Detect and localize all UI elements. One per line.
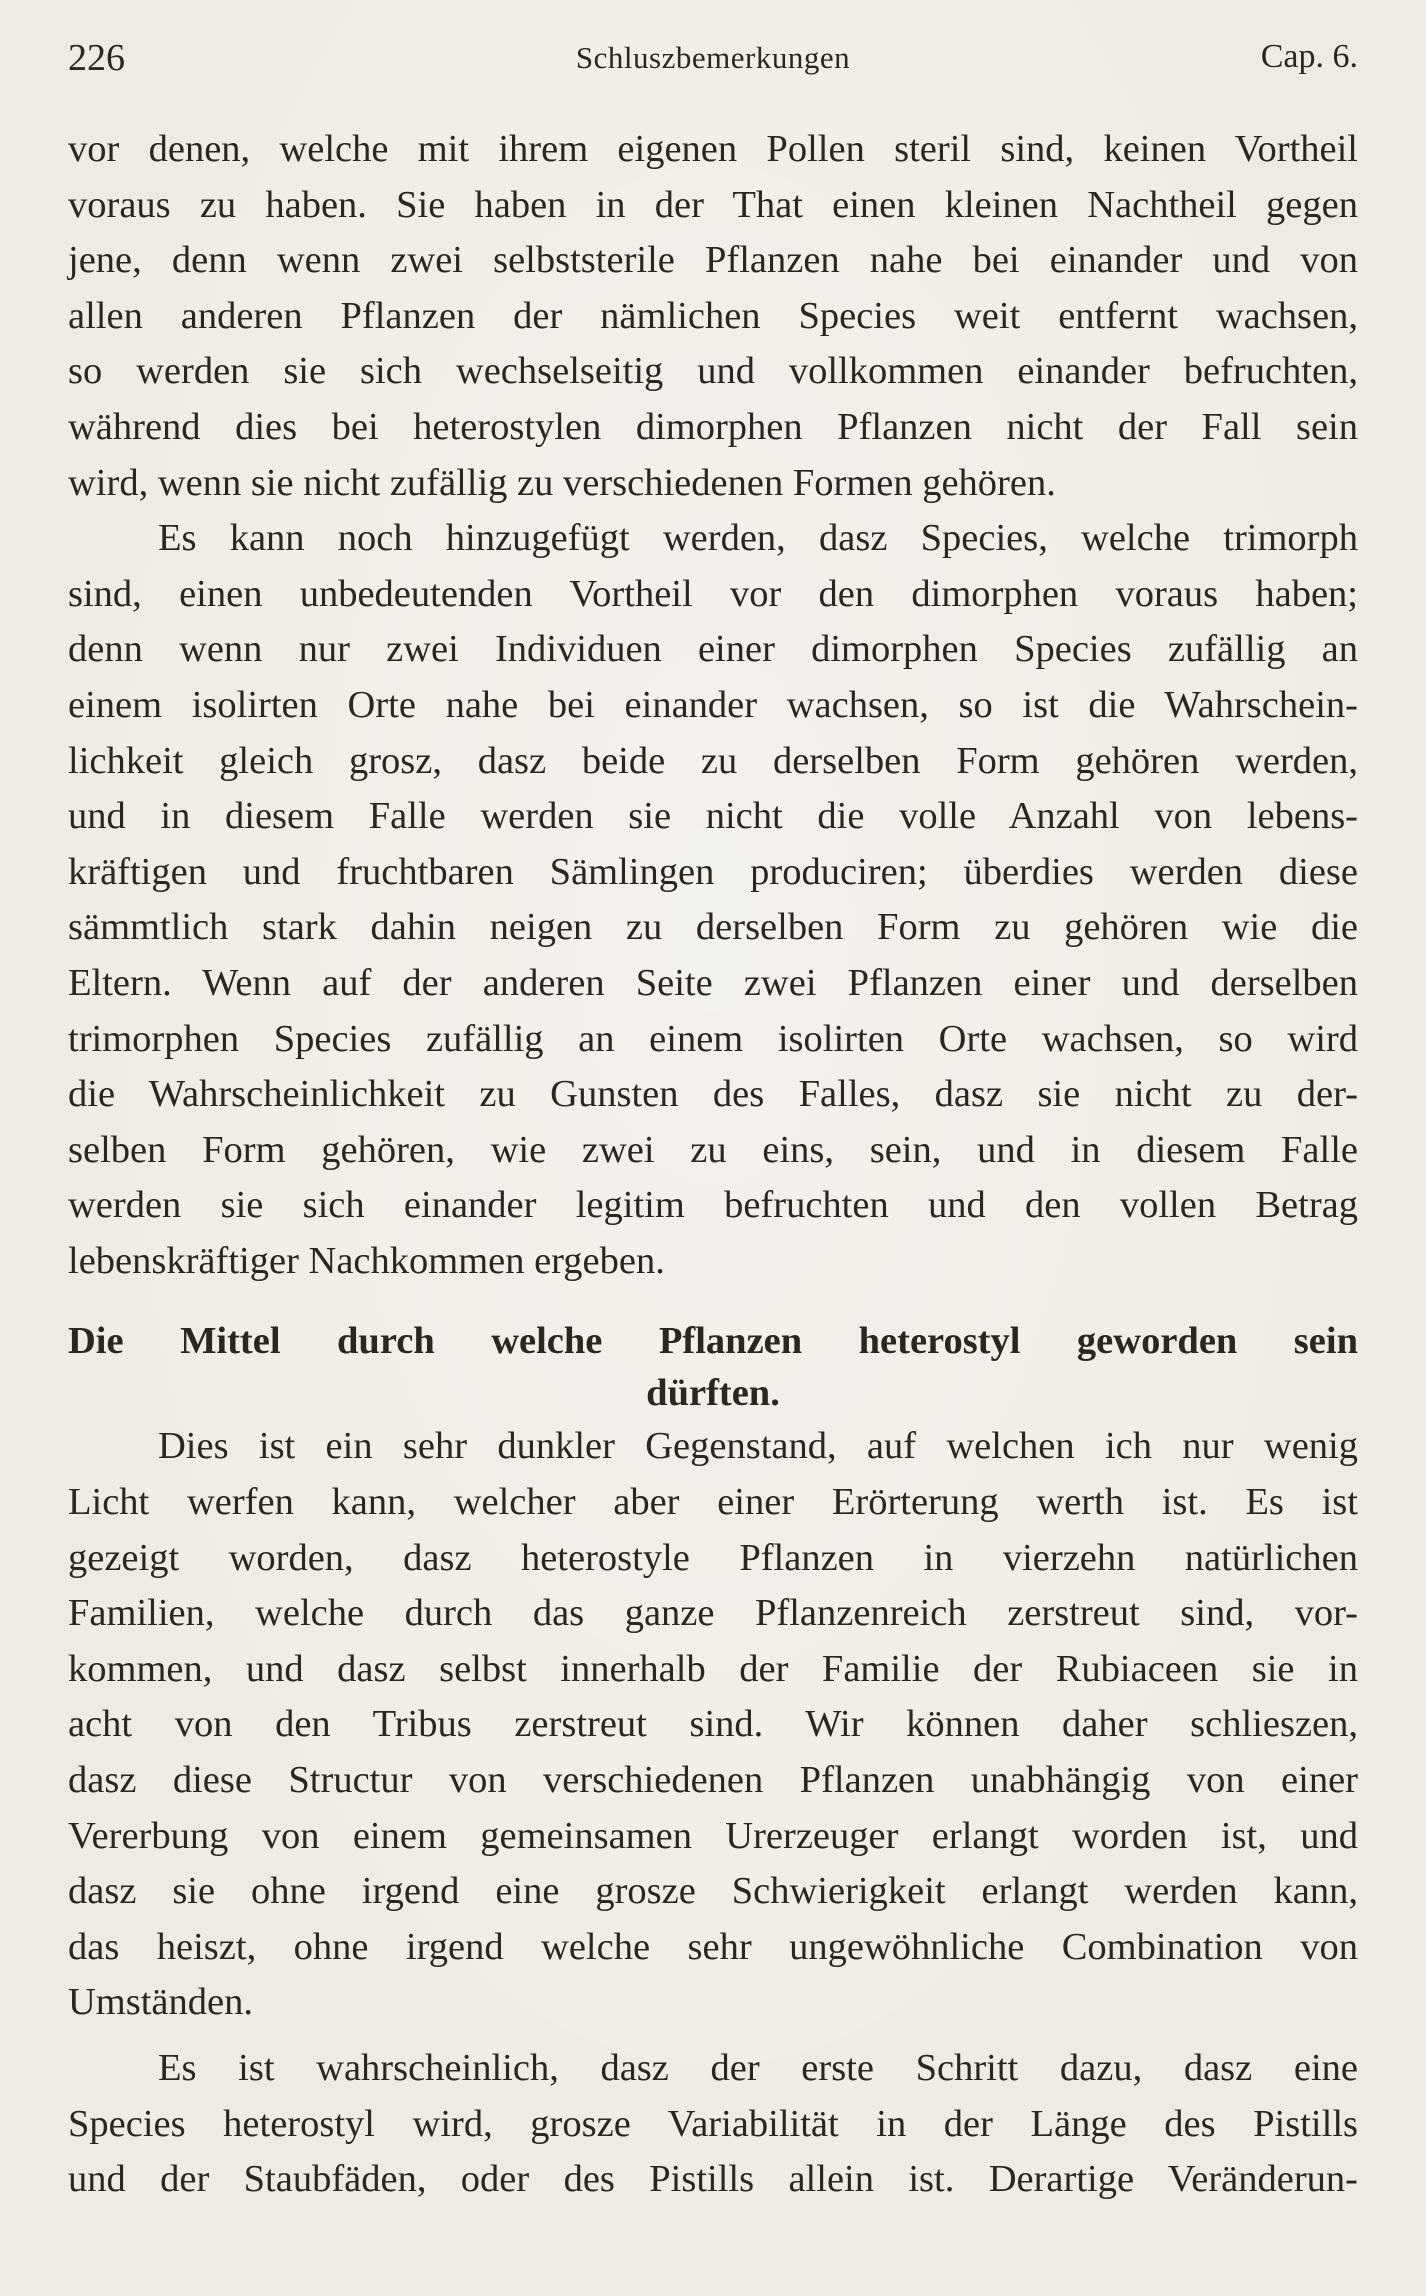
text-line: acht von den Tribus zerstreut sind. Wir können daher schlieszen, <box>68 1703 1358 1746</box>
running-title: Schluszbemerkungen <box>575 40 851 75</box>
text-line: vor denen, welche mit ihrem eigenen Pollen steril sind, keinen Vortheil <box>68 128 1358 170</box>
text-line: voraus zu haben. Sie haben in der That einen kleinen Nachtheil gegen <box>68 183 1358 226</box>
text-line: Es kann noch hinzugefügt werden, dasz Species, welche trimorph <box>158 517 1358 560</box>
text-line: Vererbung von einem gemeinsamen Urerzeuger erlangt worden ist, und <box>68 1814 1358 1857</box>
text-line: Umständen. <box>68 1981 253 2024</box>
text-line: dasz sie ohne irgend eine grosze Schwierigkeit erlangt werden kann, <box>68 1870 1358 1913</box>
text-line: während dies bei heterostylen dimorphen Pflanzen nicht der Fall sein <box>68 405 1358 448</box>
body-text <box>68 122 1358 2208</box>
text-line: trimorphen Species zufällig an einem isolirten Orte wachsen, so wird <box>68 1017 1358 1060</box>
text-line: gezeigt worden, dasz heterostyle Pflanzen in vierzehn natürlichen <box>68 1536 1358 1579</box>
text-line: die Wahrscheinlichkeit zu Gunsten des Falles, dasz sie nicht zu der- <box>68 1073 1358 1116</box>
chapter-reference: Cap. 6. <box>1260 38 1358 75</box>
text-line: kommen, und dasz selbst innerhalb der Familie der Rubiaceen sie in <box>68 1647 1358 1690</box>
heading-line: Die Mittel durch welche Pflanzen heterostyl geworden sein <box>68 1320 1358 1363</box>
text-line: allen anderen Pflanzen der nämlichen Species weit entfernt wachsen, <box>68 294 1358 337</box>
text-line: einem isolirten Orte nahe bei einander wachsen, so ist die Wahrschein- <box>68 683 1358 726</box>
text-line: denn wenn nur zwei Individuen einer dimorphen Species zufällig an <box>68 628 1358 671</box>
text-line: lebenskräftiger Nachkommen ergeben. <box>68 1239 665 1282</box>
text-line: Eltern. Wenn auf der anderen Seite zwei Pflanzen einer und derselben <box>68 961 1358 1004</box>
text-line: Familien, welche durch das ganze Pflanzenreich zerstreut sind, vor- <box>68 1592 1358 1635</box>
text-line: und in diesem Falle werden sie nicht die volle Anzahl von lebens- <box>68 795 1358 838</box>
text-line: sind, einen unbedeutenden Vortheil vor den dimorphen voraus haben; <box>68 572 1358 615</box>
text-line: werden sie sich einander legitim befruchten und den vollen Betrag <box>68 1184 1358 1227</box>
text-line: lichkeit gleich grosz, dasz beide zu derselben Form gehören werden, <box>68 739 1358 782</box>
text-line: sämmtlich stark dahin neigen zu derselben Form zu gehören wie die <box>68 906 1358 949</box>
text-line: kräftigen und fruchtbaren Sämlingen produciren; überdies werden diese <box>68 850 1358 893</box>
running-head <box>68 36 1358 86</box>
paragraph-first-step <box>68 2041 1358 2208</box>
page-number: 226 <box>68 37 125 79</box>
text-line: Species heterostyl wird, grosze Variabilität in der Länge des Pistills <box>68 2102 1358 2145</box>
text-line: so werden sie sich wechselseitig und vollkommen einander befruchten, <box>68 350 1358 393</box>
text-line: das heiszt, ohne irgend welche sehr ungewöhnliche Combination von <box>68 1925 1358 1968</box>
paragraph-dark-subject <box>68 1419 1358 2031</box>
text-line: jene, denn wenn zwei selbststerile Pflanzen nahe bei einander und von <box>68 239 1358 282</box>
section-heading <box>68 1315 1358 1419</box>
heading-line: dürften. <box>646 1372 780 1415</box>
text-line: Licht werfen kann, welcher aber einer Erörterung werth ist. Es ist <box>68 1481 1358 1524</box>
text-line: Dies ist ein sehr dunkler Gegenstand, auf welchen ich nur wenig <box>158 1425 1358 1468</box>
paragraph-gap <box>68 2031 1358 2041</box>
text-line: selben Form gehören, wie zwei zu eins, sein, und in diesem Falle <box>68 1128 1358 1171</box>
text-line: und der Staubfäden, oder des Pistills allein ist. Derartige Veränderun- <box>68 2158 1358 2201</box>
text-line: dasz diese Structur von verschiedenen Pflanzen unabhängig von einer <box>68 1759 1358 1802</box>
text-line: wird, wenn sie nicht zufällig zu verschiedenen Formen gehören. <box>68 461 1056 504</box>
paragraph-trimorph <box>68 511 1358 1289</box>
text-line: Es ist wahrscheinlich, dasz der erste Schritt dazu, dasz eine <box>158 2047 1358 2089</box>
paragraph-continued <box>68 122 1358 511</box>
